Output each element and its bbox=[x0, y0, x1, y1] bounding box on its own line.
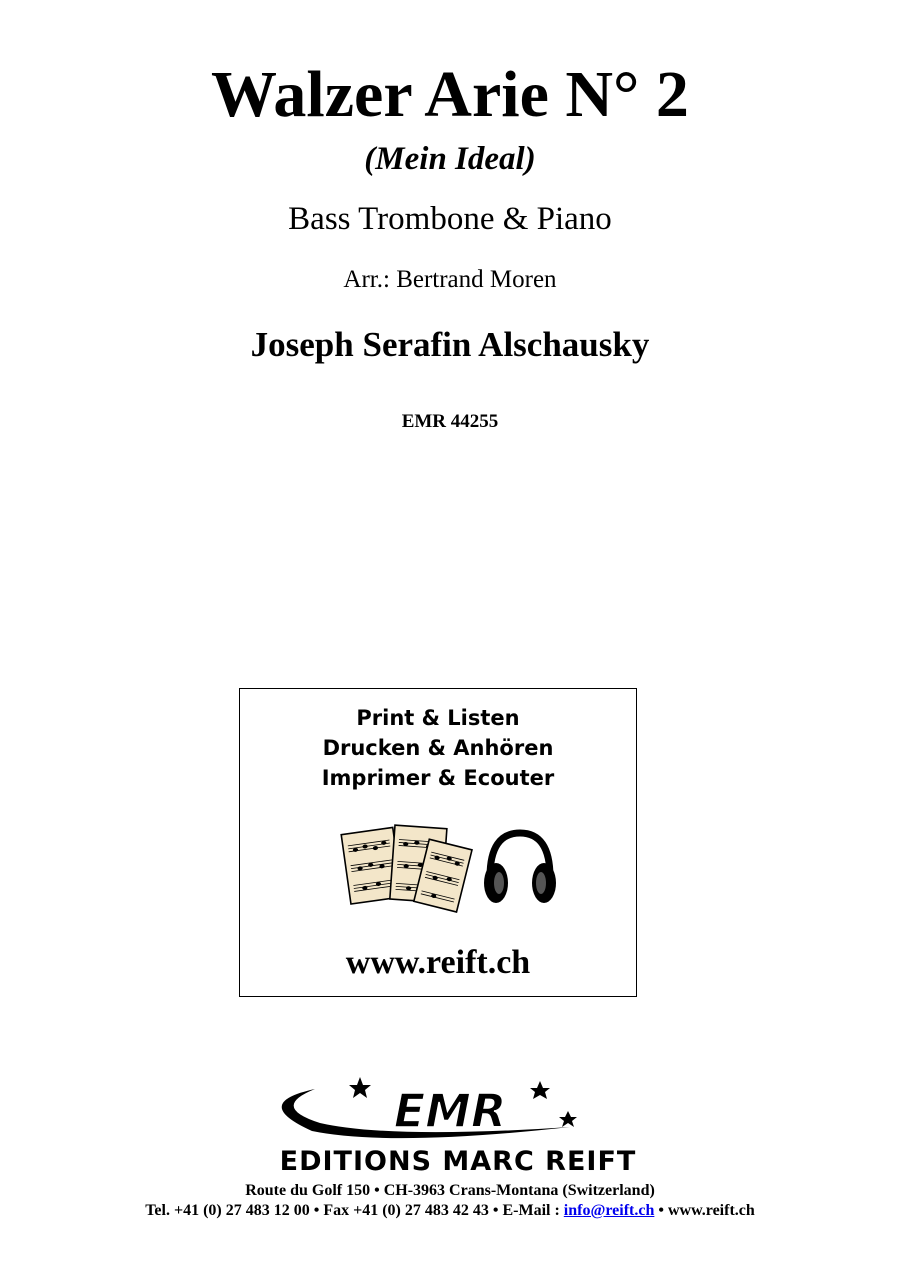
page-title: Walzer Arie N° 2 bbox=[211, 58, 689, 131]
contact-website: • www.reift.ch bbox=[654, 1202, 755, 1219]
promo-line-french: Imprimer & Ecouter bbox=[321, 766, 555, 790]
promo-icons bbox=[340, 817, 560, 927]
subtitle: (Mein Ideal) bbox=[364, 141, 536, 177]
contact-line bbox=[0, 1203, 900, 1219]
logo-emr-text: EMR bbox=[393, 1084, 507, 1138]
emr-logo bbox=[240, 1075, 680, 1178]
print-listen-box bbox=[239, 688, 637, 997]
contact-phone-fax: Tel. +41 (0) 27 483 12 00 • Fax +41 (0) 27 483 42 43 • E-Mail : bbox=[145, 1202, 564, 1219]
composer: Joseph Serafin Alschausky bbox=[250, 325, 650, 364]
logo-publisher-name: EDITIONS MARC REIFT bbox=[279, 1146, 637, 1173]
promo-line-english: Print & Listen bbox=[356, 706, 520, 730]
sheet-music-icon bbox=[341, 825, 472, 912]
promo-website[interactable]: www.reift.ch bbox=[345, 944, 531, 981]
arranger: Arr.: Bertrand Moren bbox=[343, 266, 557, 293]
promo-line-german: Drucken & Anhören bbox=[322, 736, 554, 760]
address-line: Route du Golf 150 • CH-3963 Crans-Montana (Switzerland) bbox=[245, 1182, 655, 1199]
headphones-icon bbox=[484, 833, 556, 903]
email-link[interactable]: info@reift.ch bbox=[563, 1202, 655, 1219]
catalog-number: EMR 44255 bbox=[401, 411, 499, 432]
instrumentation: Bass Trombone & Piano bbox=[288, 201, 612, 237]
